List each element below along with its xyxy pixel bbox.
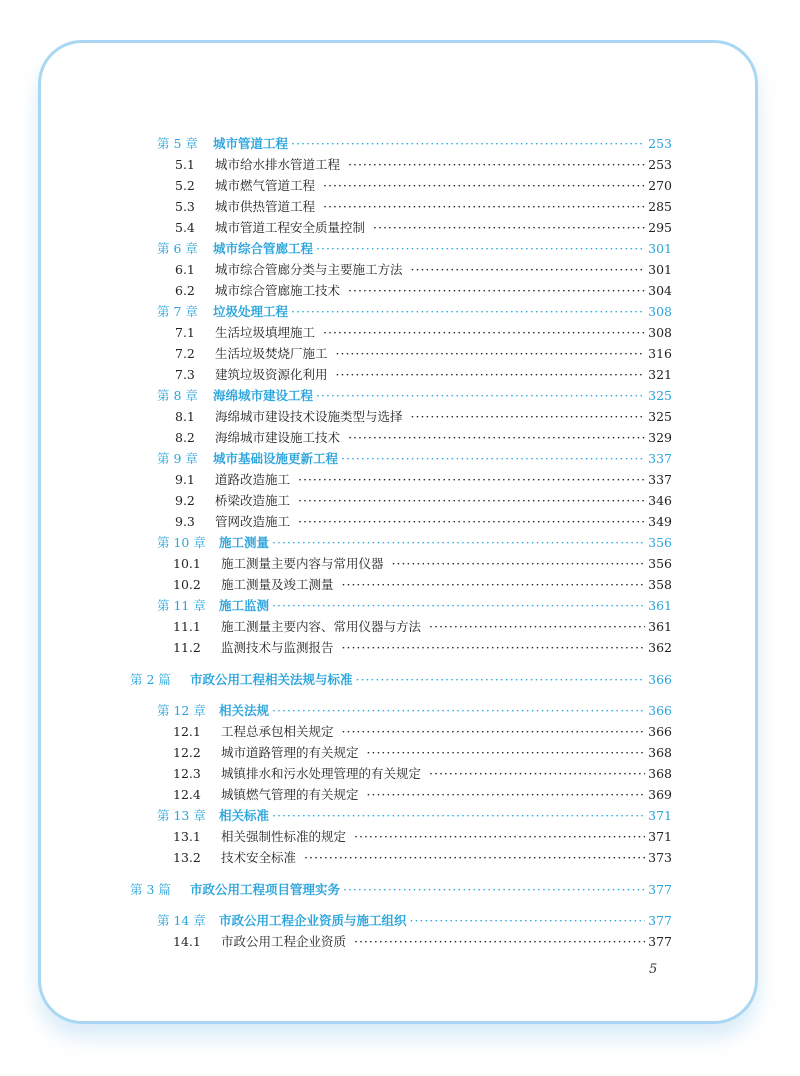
dot-leader: [291, 304, 645, 320]
entry-page: 253: [648, 136, 672, 151]
entry-page: 371: [648, 808, 672, 823]
entry-number: 8.2: [175, 430, 195, 445]
toc-entry-section[interactable]: [175, 514, 672, 530]
entry-page: 368: [648, 766, 672, 781]
toc-entry-section[interactable]: [175, 346, 672, 362]
toc-entry-chapter[interactable]: [157, 451, 672, 467]
entry-page: 356: [648, 556, 672, 571]
entry-title: 施工测量: [219, 535, 270, 550]
entry-number: 第 7 章: [157, 304, 198, 319]
entry-title: 工程总承包相关规定: [221, 724, 334, 739]
dot-leader: [367, 787, 646, 803]
entry-page: 301: [648, 241, 672, 256]
dot-leader: [429, 766, 645, 782]
entry-title: 城镇排水和污水处理管理的有关规定: [221, 766, 422, 781]
entry-title: 建筑垃圾资源化利用: [215, 367, 328, 382]
entry-number: 第 10 章: [157, 535, 206, 550]
entry-number: 12.4: [173, 787, 201, 802]
entry-page: 371: [648, 829, 672, 844]
toc-entry-section[interactable]: [173, 619, 672, 635]
entry-title: 城市道路管理的有关规定: [221, 745, 359, 760]
dot-leader: [411, 409, 646, 425]
entry-page: 337: [648, 472, 672, 487]
toc-entry-section[interactable]: [173, 640, 672, 656]
dot-leader: [323, 199, 645, 215]
toc-entry-chapter[interactable]: [157, 388, 672, 404]
toc-entry-part[interactable]: [130, 882, 672, 898]
entry-page: 325: [648, 388, 672, 403]
toc-entry-section[interactable]: [173, 934, 672, 950]
dot-leader: [410, 913, 646, 929]
entry-title: 城市综合管廊工程: [213, 241, 314, 256]
toc-entry-chapter[interactable]: [157, 136, 672, 152]
entry-page: 366: [648, 672, 672, 687]
entry-page: 368: [648, 745, 672, 760]
entry-title: 城市综合管廊分类与主要施工方法: [215, 262, 403, 277]
entry-title: 市政公用工程相关法规与标准: [190, 672, 353, 687]
entry-number: 12.3: [173, 766, 201, 781]
entry-page: 346: [648, 493, 672, 508]
entry-title: 城市燃气管道工程: [215, 178, 316, 193]
entry-number: 6.1: [175, 262, 195, 277]
entry-number: 9.1: [175, 472, 195, 487]
toc-entry-section[interactable]: [175, 178, 672, 194]
entry-page: 361: [648, 598, 672, 613]
toc-entry-section[interactable]: [173, 724, 672, 740]
entry-number: 11.2: [173, 640, 201, 655]
entry-page: 356: [648, 535, 672, 550]
entry-title: 城市供热管道工程: [215, 199, 316, 214]
entry-title: 生活垃圾填埋施工: [215, 325, 316, 340]
toc-entry-chapter[interactable]: [157, 535, 672, 551]
entry-number: 7.3: [175, 367, 195, 382]
entry-title: 管网改造施工: [215, 514, 291, 529]
toc-entry-chapter[interactable]: [157, 703, 672, 719]
entry-title: 城市管道工程安全质量控制: [215, 220, 366, 235]
entry-page: 366: [648, 703, 672, 718]
entry-title: 施工测量主要内容与常用仪器: [221, 556, 384, 571]
entry-title: 海绵城市建设工程: [213, 388, 314, 403]
entry-page: 373: [648, 850, 672, 865]
entry-title: 城市管道工程: [213, 136, 289, 151]
toc-entry-section[interactable]: [175, 493, 672, 509]
dot-leader: [348, 157, 645, 173]
entry-number: 9.2: [175, 493, 195, 508]
entry-page: 358: [648, 577, 672, 592]
dot-leader: [429, 619, 645, 635]
dot-leader: [348, 430, 645, 446]
toc-entry-section[interactable]: [175, 157, 672, 173]
toc-entry-section[interactable]: [175, 220, 672, 236]
dot-leader: [323, 178, 645, 194]
entry-page: 253: [648, 157, 672, 172]
entry-page: 285: [648, 199, 672, 214]
entry-title: 城市给水排水管道工程: [215, 157, 341, 172]
dot-leader: [343, 882, 645, 898]
entry-number: 第 12 章: [157, 703, 206, 718]
dot-leader: [272, 598, 645, 614]
dot-leader: [316, 388, 645, 404]
dot-leader: [342, 640, 646, 656]
entry-number: 第 13 章: [157, 808, 206, 823]
dot-leader: [341, 451, 645, 467]
dot-leader: [304, 850, 645, 866]
toc-entry-section[interactable]: [175, 430, 672, 446]
toc-entry-section[interactable]: [173, 745, 672, 761]
dot-leader: [348, 283, 645, 299]
toc-entry-section[interactable]: [173, 577, 672, 593]
toc-entry-chapter[interactable]: [157, 598, 672, 614]
toc-entry-chapter[interactable]: [157, 241, 672, 257]
toc-entry-section[interactable]: [175, 367, 672, 383]
dot-leader: [411, 262, 646, 278]
entry-number: 10.2: [173, 577, 201, 592]
dot-leader: [323, 325, 645, 341]
page-number: 5: [649, 962, 658, 977]
toc-entry-chapter[interactable]: [157, 304, 672, 320]
entry-page: 329: [648, 430, 672, 445]
dot-leader: [272, 535, 645, 551]
entry-number: 5.4: [175, 220, 195, 235]
entry-number: 第 2 篇: [130, 672, 171, 687]
entry-number: 第 14 章: [157, 913, 206, 928]
entry-page: 316: [648, 346, 672, 361]
toc-entry-section[interactable]: [175, 199, 672, 215]
entry-number: 第 8 章: [157, 388, 198, 403]
toc-entry-section[interactable]: [173, 766, 672, 782]
entry-number: 第 9 章: [157, 451, 198, 466]
entry-title: 技术安全标准: [221, 850, 297, 865]
entry-number: 5.3: [175, 199, 195, 214]
entry-title: 城市综合管廊施工技术: [215, 283, 341, 298]
entry-page: 295: [648, 220, 672, 235]
toc-entry-section[interactable]: [173, 787, 672, 803]
entry-number: 第 5 章: [157, 136, 198, 151]
entry-number: 14.1: [173, 934, 201, 949]
toc-entry-section[interactable]: [175, 409, 672, 425]
entry-number: 5.1: [175, 157, 195, 172]
entry-page: 337: [648, 451, 672, 466]
entry-number: 13.1: [173, 829, 201, 844]
entry-number: 第 6 章: [157, 241, 198, 256]
entry-title: 市政公用工程企业资质与施工组织: [219, 913, 407, 928]
entry-number: 12.2: [173, 745, 201, 760]
entry-page: 321: [648, 367, 672, 382]
dot-leader: [298, 514, 645, 530]
entry-page: 325: [648, 409, 672, 424]
dot-leader: [272, 808, 645, 824]
toc-entry-section[interactable]: [175, 325, 672, 341]
toc-entry-section[interactable]: [175, 283, 672, 299]
entry-title: 施工测量及竣工测量: [221, 577, 334, 592]
toc-entry-section[interactable]: [173, 556, 672, 572]
dot-leader: [336, 367, 646, 383]
entry-title: 监测技术与监测报告: [221, 640, 334, 655]
entry-number: 7.1: [175, 325, 195, 340]
entry-page: 377: [648, 882, 672, 897]
entry-number: 第 3 篇: [130, 882, 171, 897]
entry-title: 施工测量主要内容、常用仪器与方法: [221, 619, 422, 634]
entry-title: 施工监测: [219, 598, 270, 613]
entry-page: 270: [648, 178, 672, 193]
entry-page: 362: [648, 640, 672, 655]
entry-title: 垃圾处理工程: [213, 304, 289, 319]
entry-page: 369: [648, 787, 672, 802]
entry-title: 相关强制性标准的规定: [221, 829, 347, 844]
entry-number: 5.2: [175, 178, 195, 193]
entry-title: 海绵城市建设技术设施类型与选择: [215, 409, 403, 424]
dot-leader: [291, 136, 645, 152]
dot-leader: [354, 829, 645, 845]
entry-page: 377: [648, 913, 672, 928]
dot-leader: [367, 745, 646, 761]
entry-title: 桥梁改造施工: [215, 493, 291, 508]
dot-leader: [316, 241, 645, 257]
entry-title: 生活垃圾焚烧厂施工: [215, 346, 328, 361]
dot-leader: [298, 472, 645, 488]
dot-leader: [354, 934, 645, 950]
toc-entry-section[interactable]: [175, 472, 672, 488]
dot-leader: [373, 220, 645, 236]
entry-number: 10.1: [173, 556, 201, 571]
entry-title: 市政公用工程企业资质: [221, 934, 347, 949]
dot-leader: [336, 346, 646, 362]
entry-title: 海绵城市建设施工技术: [215, 430, 341, 445]
dot-leader: [342, 577, 646, 593]
entry-page: 377: [648, 934, 672, 949]
entry-page: 301: [648, 262, 672, 277]
entry-number: 13.2: [173, 850, 201, 865]
entry-number: 第 11 章: [157, 598, 206, 613]
entry-title: 城市基础设施更新工程: [213, 451, 339, 466]
toc-entry-part[interactable]: [130, 672, 672, 688]
entry-title: 城镇燃气管理的有关规定: [221, 787, 359, 802]
dot-leader: [392, 556, 646, 572]
entry-page: 304: [648, 283, 672, 298]
toc-entry-section[interactable]: [175, 262, 672, 278]
entry-title: 道路改造施工: [215, 472, 291, 487]
dot-leader: [272, 703, 645, 719]
toc-entry-chapter[interactable]: [157, 808, 672, 824]
entry-page: 308: [648, 304, 672, 319]
entry-title: 相关标准: [219, 808, 270, 823]
dot-leader: [342, 724, 646, 740]
entry-number: 9.3: [175, 514, 195, 529]
dot-leader: [356, 672, 646, 688]
entry-number: 8.1: [175, 409, 195, 424]
entry-page: 366: [648, 724, 672, 739]
entry-number: 6.2: [175, 283, 195, 298]
entry-page: 361: [648, 619, 672, 634]
entry-number: 7.2: [175, 346, 195, 361]
entry-page: 349: [648, 514, 672, 529]
entry-number: 12.1: [173, 724, 201, 739]
entry-number: 11.1: [173, 619, 201, 634]
entry-page: 308: [648, 325, 672, 340]
entry-title: 市政公用工程项目管理实务: [190, 882, 341, 897]
entry-title: 相关法规: [219, 703, 270, 718]
toc-entry-section[interactable]: [173, 850, 672, 866]
toc-entry-section[interactable]: [173, 829, 672, 845]
toc-entry-chapter[interactable]: [157, 913, 672, 929]
dot-leader: [298, 493, 645, 509]
